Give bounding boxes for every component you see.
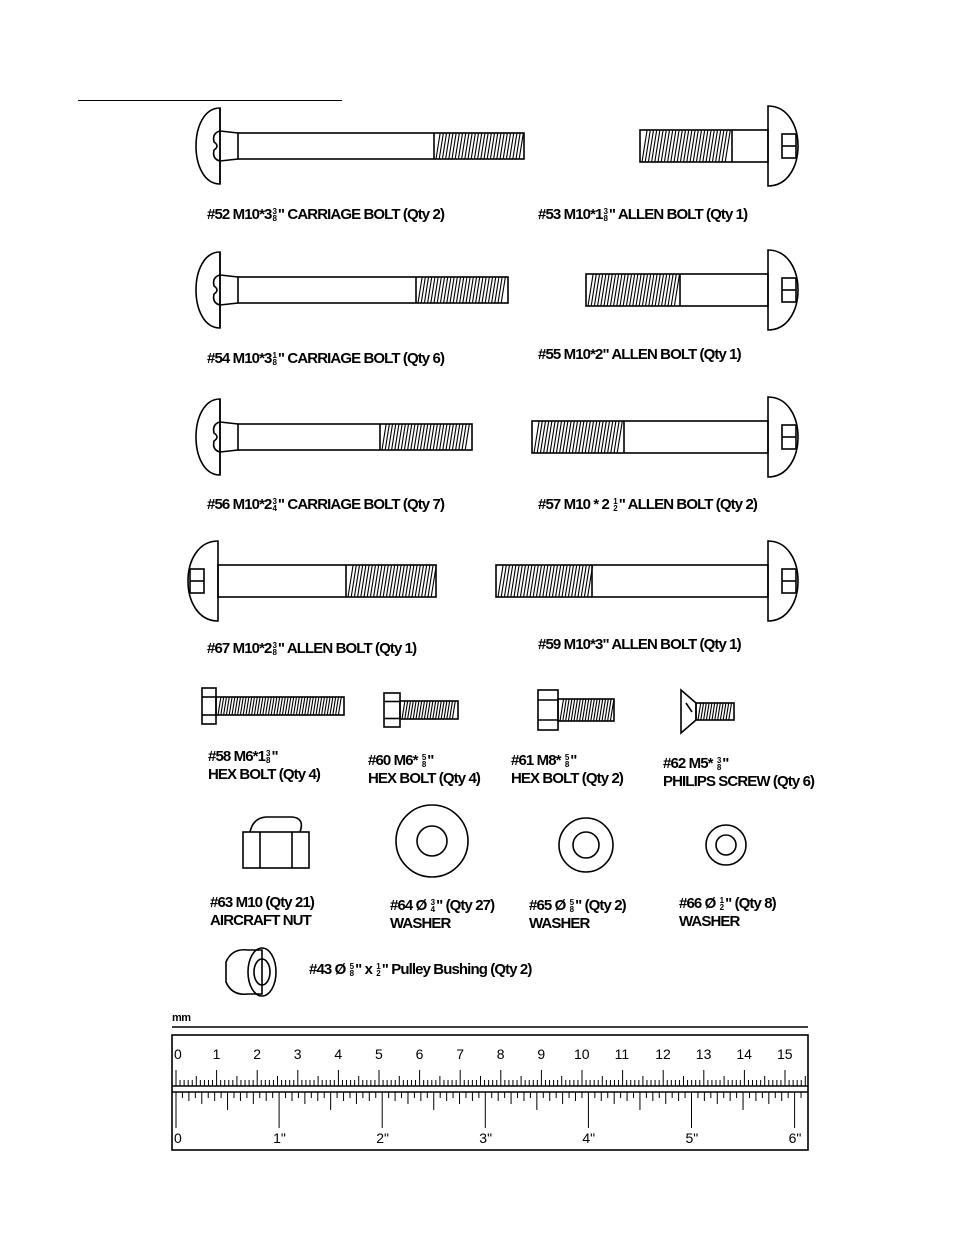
thread-line: [310, 697, 313, 715]
thread-line: [447, 701, 450, 719]
screw-slot: [686, 703, 692, 712]
thread-line: [419, 701, 422, 719]
part-label-line1: [207, 206, 444, 224]
part-spec-text: #52 M10*3: [207, 206, 272, 223]
part-label-line1: [390, 897, 494, 915]
part-label-p64: [390, 897, 494, 933]
washer-66-inner: [716, 835, 736, 855]
mm-number: 4: [334, 1046, 343, 1062]
part-spec-suffix: " Pulley Bushing (Qty 2): [381, 961, 532, 978]
thread-line: [316, 697, 319, 715]
thread-line: [224, 697, 227, 715]
hex-bolt-60: [384, 693, 458, 727]
thread-line: [438, 701, 441, 719]
hex-head: [538, 690, 558, 730]
thread-line: [238, 697, 241, 715]
fraction: 3 8: [266, 749, 271, 765]
thread-line: [285, 697, 288, 715]
part-label-line2: HEX BOLT (Qty 2): [511, 770, 623, 787]
part-label-line1: [511, 752, 623, 770]
part-spec-text: #59 M10*3" ALLEN BOLT (Qty 1): [538, 636, 741, 653]
part-spec-suffix: " (Qty 2): [575, 897, 626, 914]
thread-line: [280, 697, 283, 715]
thread-line: [723, 703, 726, 720]
washer-65-outer: [559, 818, 613, 872]
philips-screw-62: [681, 690, 734, 733]
thread-line: [706, 703, 709, 720]
part-label-p60: [368, 752, 480, 788]
thread-line: [718, 703, 721, 720]
part-spec-suffix: " (Qty 27): [436, 897, 495, 914]
thread-line: [277, 697, 280, 715]
thread-line: [282, 697, 285, 715]
part-label-p57: [538, 496, 757, 514]
mm-number: 7: [456, 1046, 464, 1062]
part-spec-suffix: " ALLEN BOLT (Qty 2): [618, 496, 757, 513]
inch-number: 3": [479, 1130, 493, 1146]
part-spec-suffix: ": [570, 752, 577, 769]
thread-line: [338, 697, 341, 715]
fraction: 3 4: [430, 898, 436, 914]
part-spec-text: #57 M10 * 2: [538, 496, 613, 513]
part-label-p62: [663, 755, 814, 791]
fraction: 3 4: [272, 497, 277, 513]
part-label-line2: WASHER: [529, 915, 590, 932]
thread-line: [720, 703, 723, 720]
header-rule: [78, 100, 342, 101]
thread-line: [333, 697, 336, 715]
inch-number: 2": [376, 1130, 389, 1146]
thread-line: [729, 703, 732, 720]
nut-body: [243, 832, 309, 868]
thread-line: [427, 701, 430, 719]
carriage-bolt-54: [196, 252, 508, 328]
thread-line: [218, 697, 221, 715]
part-label-line1: [207, 496, 444, 514]
part-spec-text: #60 M6*: [368, 752, 421, 769]
hex-bolt-58: [202, 688, 344, 724]
thread-line: [413, 701, 416, 719]
part-spec-text: #62 M5*: [663, 755, 716, 772]
neck-shoulder: [220, 422, 238, 452]
part-label-p66: [679, 895, 776, 931]
part-spec-suffix: " CARRIAGE BOLT (Qty 6): [277, 350, 445, 367]
part-label-line1: [368, 752, 480, 770]
thread-line: [324, 697, 327, 715]
thread-line: [243, 697, 246, 715]
thread-line: [319, 697, 322, 715]
part-spec-text: #66 Ø: [679, 895, 719, 912]
thread-line: [294, 697, 297, 715]
aircraft-nut-63: [243, 817, 309, 868]
square-neck: [214, 131, 220, 161]
square-neck: [214, 422, 220, 452]
thread-line: [271, 697, 274, 715]
part-label-line1: [538, 496, 757, 514]
thread-line: [715, 703, 718, 720]
washer-65-inner: [573, 832, 599, 858]
mm-number: 3: [293, 1046, 302, 1062]
fraction: 5 8: [569, 898, 575, 914]
square-neck: [214, 275, 220, 305]
part-spec-suffix: " (Qty 8): [725, 895, 776, 912]
thread-line: [232, 697, 235, 715]
thread-line: [249, 697, 252, 715]
part-label-p59: [538, 636, 741, 654]
thread-line: [452, 701, 455, 719]
washer-66-outer: [706, 825, 746, 865]
part-spec-suffix: " x: [355, 961, 376, 978]
part-label-line2: WASHER: [679, 913, 740, 930]
part-label-p56: [207, 496, 444, 514]
thread-line: [424, 701, 427, 719]
part-label-line2: WASHER: [390, 915, 451, 932]
thread-line: [422, 701, 425, 719]
part-spec-text: #43 Ø: [309, 961, 349, 978]
washer-64-outer: [396, 805, 468, 877]
thread-line: [263, 697, 266, 715]
thread-line: [726, 703, 729, 720]
fraction: 1 8: [272, 351, 277, 367]
thread-line: [433, 701, 436, 719]
part-label-line1: [207, 350, 444, 368]
thread-line: [698, 703, 701, 720]
nut-dome: [250, 817, 301, 832]
part-label-line1: [538, 206, 747, 224]
allen-bolt-55: [586, 250, 798, 330]
carriage-bolt-56: [196, 399, 472, 475]
thread-line: [240, 697, 243, 715]
part-label-line1: [208, 748, 320, 766]
part-spec-text: #63 M10 (Qty 21): [210, 894, 314, 911]
thread-line: [441, 701, 444, 719]
part-label-line1: [309, 961, 531, 979]
thread-line: [302, 697, 305, 715]
part-label-line2: HEX BOLT (Qty 4): [208, 766, 320, 783]
thread-line: [226, 697, 229, 715]
thread-line: [252, 697, 255, 715]
mm-number: 10: [574, 1046, 590, 1062]
carriage-bolt-52: [196, 108, 524, 184]
thread-line: [410, 701, 413, 719]
part-label-p54: [207, 350, 444, 368]
thread-line: [291, 697, 294, 715]
hex-head: [202, 688, 216, 724]
part-label-line2: PHILIPS SCREW (Qty 6): [663, 773, 815, 790]
part-label-line2: AIRCRAFT NUT: [210, 912, 311, 929]
part-spec-suffix: ": [722, 755, 729, 772]
washer-64-inner: [417, 826, 447, 856]
thread-line: [436, 701, 439, 719]
pulley-bushing-43: [226, 948, 276, 996]
hex-head: [384, 693, 400, 727]
fraction: 3 8: [603, 207, 608, 223]
part-spec-suffix: " CARRIAGE BOLT (Qty 7): [277, 496, 445, 513]
part-label-p53: [538, 206, 747, 224]
fraction: 5 8: [421, 753, 427, 769]
mm-number: 0: [174, 1046, 182, 1062]
screw-head: [681, 690, 696, 733]
ruler-unit-label: mm: [172, 1012, 191, 1024]
part-label-p43: [309, 961, 531, 979]
bushing-body: [226, 950, 262, 995]
thread-line: [416, 701, 419, 719]
mm-number: 1: [212, 1046, 221, 1062]
part-spec-text: #54 M10*3: [207, 350, 272, 367]
thread-line: [254, 697, 257, 715]
thread-line: [330, 697, 333, 715]
thread-line: [274, 697, 277, 715]
part-spec-text: #53 M10*1: [538, 206, 603, 223]
part-spec-text: #61 M8*: [511, 752, 564, 769]
thread-line: [266, 697, 269, 715]
part-spec-suffix: ": [427, 752, 434, 769]
thread-line: [709, 703, 712, 720]
thread-line: [288, 697, 291, 715]
part-label-line1: [210, 894, 314, 912]
fraction: 1 2: [613, 497, 618, 513]
mm-number: 6: [415, 1046, 424, 1062]
part-label-line1: [207, 640, 416, 658]
part-spec-suffix: " ALLEN BOLT (Qty 1): [608, 206, 748, 223]
mm-number: 13: [695, 1046, 712, 1062]
fraction: 3 8: [716, 756, 722, 772]
thread-line: [336, 697, 339, 715]
part-spec-suffix: " CARRIAGE BOLT (Qty 2): [277, 206, 445, 223]
thread-line: [444, 701, 447, 719]
thread-line: [405, 701, 408, 719]
inch-number: 6": [788, 1130, 802, 1146]
mm-number: 15: [777, 1046, 793, 1062]
thread-line: [701, 703, 704, 720]
thread-line: [257, 697, 260, 715]
part-label-line1: [663, 755, 814, 773]
thread-line: [704, 703, 707, 720]
part-label-line1: [538, 636, 741, 654]
fraction: 5 8: [564, 753, 570, 769]
neck-shoulder: [220, 275, 238, 305]
thread-line: [260, 697, 263, 715]
part-spec-suffix: " ALLEN BOLT (Qty 1): [277, 640, 417, 657]
mm-number: 11: [614, 1046, 630, 1062]
part-spec-text: #65 Ø: [529, 897, 569, 914]
thread-line: [408, 701, 411, 719]
hex-bolt-61: [538, 690, 614, 730]
mm-number: 9: [537, 1046, 546, 1062]
part-spec-text: #58 M6*1: [208, 748, 266, 765]
part-spec-text: #56 M10*2: [207, 496, 272, 513]
mm-number: 8: [496, 1046, 505, 1062]
part-spec-text: #64 Ø: [390, 897, 430, 914]
thread-line: [712, 703, 715, 720]
part-label-line1: [679, 895, 776, 913]
thread-line: [296, 697, 299, 715]
part-label-p55: [538, 346, 741, 364]
inch-number: 0: [174, 1130, 182, 1146]
thread-line: [235, 697, 238, 715]
thread-line: [322, 697, 325, 715]
thread-line: [221, 697, 224, 715]
thread-line: [305, 697, 308, 715]
mm-number: 14: [736, 1046, 752, 1062]
part-label-p52: [207, 206, 444, 224]
thread-line: [402, 701, 405, 719]
fraction: 3 8: [272, 207, 277, 223]
thread-line: [299, 697, 302, 715]
fraction: 5 8: [349, 962, 355, 978]
thread-line: [268, 697, 271, 715]
allen-bolt-59: [496, 541, 798, 621]
part-spec-suffix: ": [271, 748, 278, 765]
part-spec-text: #67 M10*2: [207, 640, 272, 657]
part-label-line2: HEX BOLT (Qty 4): [368, 770, 480, 787]
part-label-p58: [208, 748, 320, 784]
thread-line: [313, 697, 316, 715]
part-label-line1: [538, 346, 741, 364]
inch-number: 1": [273, 1130, 286, 1146]
inch-number: 5": [685, 1130, 699, 1146]
part-label-p65: [529, 897, 626, 933]
mm-number: 5: [375, 1046, 383, 1062]
part-label-p67: [207, 640, 416, 658]
thread-line: [308, 697, 311, 715]
allen-bolt-67: [188, 541, 436, 621]
mm-number: 2: [253, 1046, 261, 1062]
part-label-line1: [529, 897, 626, 915]
shank: [238, 277, 508, 303]
part-spec-text: #55 M10*2" ALLEN BOLT (Qty 1): [538, 346, 741, 363]
thread-line: [246, 697, 249, 715]
part-label-p63: [210, 894, 314, 930]
allen-bolt-53: [640, 106, 798, 186]
thread-line: [229, 697, 232, 715]
neck-shoulder: [220, 131, 238, 161]
thread-line: [327, 697, 330, 715]
allen-bolt-57: [532, 397, 798, 477]
inch-number: 4": [582, 1130, 596, 1146]
fraction: 1 2: [719, 896, 725, 912]
part-label-p61: [511, 752, 623, 788]
thread-line: [450, 701, 453, 719]
thread-line: [430, 701, 433, 719]
fraction: 3 8: [272, 641, 277, 657]
fraction: 1 2: [376, 962, 381, 978]
mm-number: 12: [655, 1046, 671, 1062]
